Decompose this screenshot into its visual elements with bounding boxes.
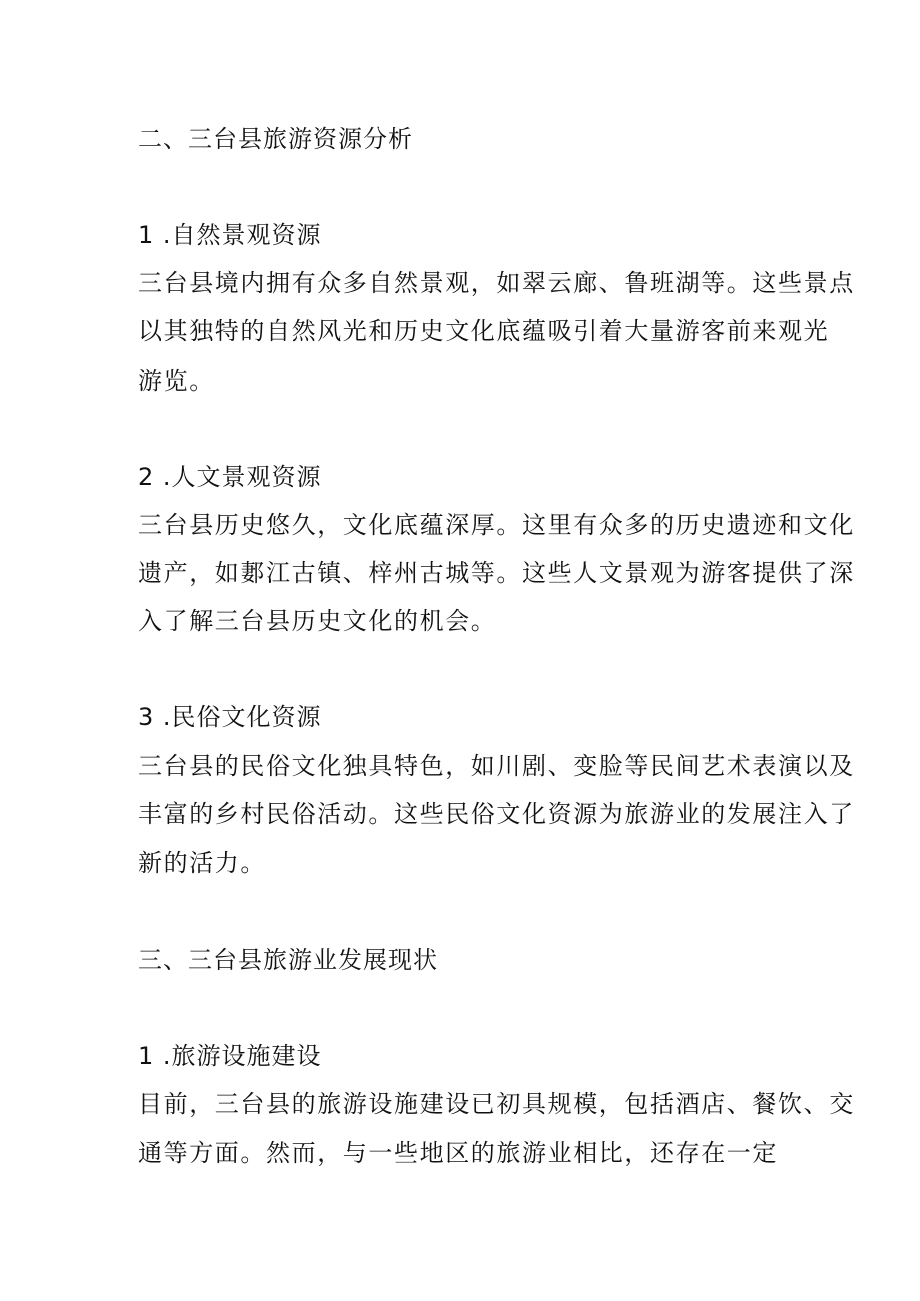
section-heading-tourism-status: 三、三台县旅游业发展现状 (138, 946, 438, 974)
paragraph-line: 新的活力。 (138, 849, 266, 877)
section-heading-tourism-resources: 二、三台县旅游资源分析 (138, 125, 413, 153)
paragraph-line: 入了解三台县历史文化的机会。 (138, 607, 497, 635)
subsection-title-cultural-landscape: 2 .人文景观资源 (138, 463, 322, 491)
subsection-title-tourism-facilities: 1 .旅游设施建设 (138, 1042, 322, 1070)
paragraph-line: 丰富的乡村民俗活动。这些民俗文化资源为旅游业的发展注入了 (138, 800, 855, 828)
paragraph-line: 通等方面。然而，与一些地区的旅游业相比，还存在一定 (138, 1139, 778, 1167)
paragraph-line: 遗产，如郪江古镇、梓州古城等。这些人文景观为游客提供了深 (138, 559, 855, 587)
paragraph-line: 以其独特的自然风光和历史文化底蕴吸引着大量游客前来观光 (138, 317, 830, 345)
paragraph-line: 三台县历史悠久，文化底蕴深厚。这里有众多的历史遗迹和文化 (138, 511, 855, 539)
paragraph-line: 三台县的民俗文化独具特色，如川剧、变脸等民间艺术表演以及 (138, 752, 855, 780)
paragraph-line: 三台县境内拥有众多自然景观，如翠云廊、鲁班湖等。这些景点 (138, 269, 855, 297)
paragraph-line: 目前，三台县的旅游设施建设已初具规模，包括酒店、餐饮、交 (138, 1090, 855, 1118)
subsection-title-folk-culture: 3 .民俗文化资源 (138, 703, 322, 731)
paragraph-line: 游览。 (138, 367, 215, 395)
subsection-title-natural-landscape: 1 .自然景观资源 (138, 221, 322, 249)
